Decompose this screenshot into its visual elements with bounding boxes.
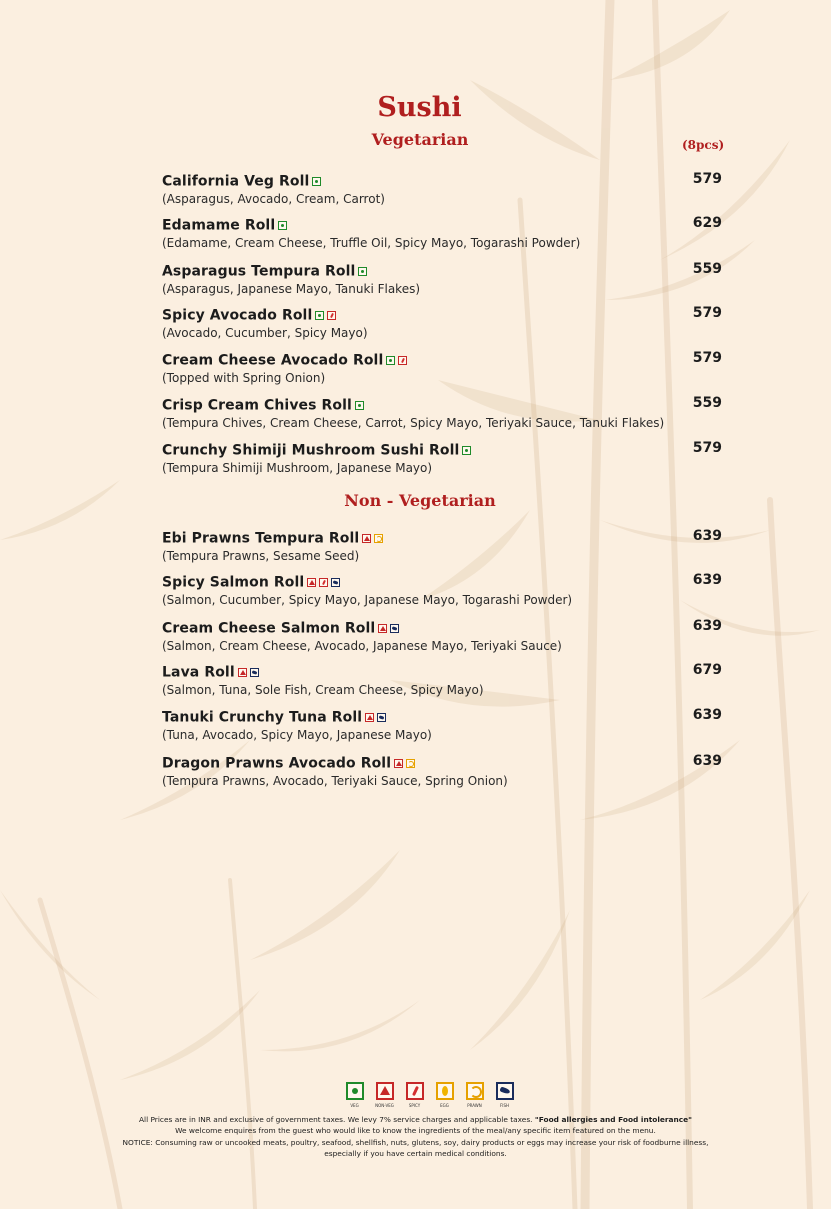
fish-icon — [496, 1082, 514, 1100]
menu-item — [162, 350, 722, 385]
menu-item — [162, 753, 722, 788]
legend-label: PRAWN — [467, 1103, 482, 1108]
menu-item-price: 579 — [692, 440, 722, 456]
menu-item-description: (Asparagus, Japanese Mayo, Tanuki Flakes) — [162, 282, 421, 296]
footer-line-2: We welcome enquires from the guest who would like to know the ingredients of the meal/any specific item featured on the menu. — [175, 1126, 656, 1136]
menu-item-price: 579 — [692, 305, 722, 321]
veg-icon — [386, 356, 395, 365]
fish-icon — [390, 624, 399, 633]
menu-item-description: (Tempura Prawns, Sesame Seed) — [162, 549, 360, 563]
menu-item-description: (Salmon, Cucumber, Spicy Mayo, Japanese Mayo, Togarashi Powder) — [162, 593, 573, 607]
prawn-icon — [374, 534, 383, 543]
footer-line-3: NOTICE: Consuming raw or uncooked meats, poultry, seafood, shellfish, nuts, glutens, soy, dairy products or eggs may increase your risk of foodburne illness, — [122, 1137, 709, 1147]
veg-icon — [315, 311, 324, 320]
menu-item — [162, 171, 722, 206]
menu-item-name: Spicy Avocado Roll — [162, 307, 313, 324]
legend-item-fish — [495, 1082, 514, 1108]
menu-item-name: Asparagus Tempura Roll — [162, 263, 356, 280]
menu-item-description: (Tempura Chives, Cream Cheese, Carrot, Spicy Mayo, Teriyaki Sauce, Tanuki Flakes) — [162, 416, 665, 430]
menu-item-price: 639 — [692, 528, 722, 544]
spicy-icon — [327, 311, 336, 320]
veg-icon — [278, 221, 287, 230]
portion-label: (8pcs) — [682, 138, 725, 152]
menu-item-header — [162, 618, 722, 638]
menu-item-description: (Salmon, Cream Cheese, Avocado, Japanese Mayo, Teriyaki Sauce) — [162, 639, 562, 653]
legend-label: FISH — [499, 1103, 510, 1108]
veg-icon — [346, 1082, 364, 1100]
menu-item-price: 639 — [692, 618, 722, 634]
menu-item-price: 679 — [692, 662, 722, 678]
menu-item-header — [162, 753, 722, 773]
menu-item-name: Ebi Prawns Tempura Roll — [162, 530, 360, 547]
nonveg-icon — [238, 668, 247, 677]
menu-item-description: (Tempura Shimiji Mushroom, Japanese Mayo) — [162, 461, 433, 475]
footer-line-1-bold: "Food allergies and Food intolerance" — [534, 1115, 693, 1124]
menu-item-name: Crisp Cream Chives Roll — [162, 397, 352, 414]
menu-item-name: California Veg Roll — [162, 173, 310, 190]
nonveg-icon — [378, 624, 387, 633]
dietary-legend — [345, 1082, 525, 1108]
footer-notice — [60, 1114, 771, 1160]
menu-item-name: Lava Roll — [162, 664, 235, 681]
legend-item-prawn — [465, 1082, 484, 1108]
menu-item-header — [162, 440, 722, 460]
menu-item-description: (Topped with Spring Onion) — [162, 371, 326, 385]
fish-icon — [331, 578, 340, 587]
menu-item-price: 639 — [692, 753, 722, 769]
spicy-icon — [319, 578, 328, 587]
menu-item — [162, 572, 722, 607]
page-title: Sushi — [377, 92, 462, 123]
section-title-vegetarian: Vegetarian — [371, 130, 469, 149]
veg-icon — [462, 446, 471, 455]
menu-item — [162, 618, 722, 653]
menu-item — [162, 395, 722, 430]
legend-item-spicy — [405, 1082, 424, 1108]
menu-item-name: Cream Cheese Salmon Roll — [162, 620, 376, 637]
spicy-icon — [398, 356, 407, 365]
menu-item — [162, 707, 722, 742]
menu-item — [162, 440, 722, 475]
spicy-icon — [406, 1082, 424, 1100]
legend-item-nonveg — [375, 1082, 394, 1108]
menu-item-header — [162, 215, 722, 235]
menu-item-name: Spicy Salmon Roll — [162, 574, 305, 591]
menu-item-price: 629 — [692, 215, 722, 231]
menu-item-header — [162, 662, 722, 682]
nonveg-icon — [307, 578, 316, 587]
menu-item-header — [162, 261, 722, 281]
menu-item-price: 639 — [692, 707, 722, 723]
nonveg-icon — [362, 534, 371, 543]
footer-line-1-text: All Prices are in INR and exclusive of government taxes. We levy 7% service charges and applicable taxes. — [138, 1115, 533, 1124]
veg-icon — [312, 177, 321, 186]
menu-item — [162, 305, 722, 340]
menu-item-name: Tanuki Crunchy Tuna Roll — [162, 709, 363, 726]
legend-item-egg — [435, 1082, 454, 1108]
legend-label: NON-VEG — [375, 1103, 394, 1108]
menu-item — [162, 662, 722, 697]
egg-icon — [436, 1082, 454, 1100]
menu-item — [162, 528, 722, 563]
menu-item-description: (Avocado, Cucumber, Spicy Mayo) — [162, 326, 368, 340]
nonveg-icon — [365, 713, 374, 722]
menu-item — [162, 215, 722, 250]
menu-item-header — [162, 707, 722, 727]
footer-line-4: especially if you have certain medical conditions. — [324, 1149, 507, 1159]
menu-item-header — [162, 171, 722, 191]
menu-item-price: 639 — [692, 572, 722, 588]
menu-item — [162, 261, 722, 296]
nonveg-icon — [394, 759, 403, 768]
legend-label: EGG — [440, 1103, 449, 1108]
menu-item-header — [162, 305, 722, 325]
menu-item-description: (Edamame, Cream Cheese, Truffle Oil, Spicy Mayo, Togarashi Powder) — [162, 236, 581, 250]
menu-item-name: Edamame Roll — [162, 217, 276, 234]
menu-item-name: Dragon Prawns Avocado Roll — [162, 755, 392, 772]
menu-item-name: Cream Cheese Avocado Roll — [162, 352, 384, 369]
footer-line-1 — [60, 1114, 771, 1125]
prawn-icon — [406, 759, 415, 768]
menu-item-description: (Tuna, Avocado, Spicy Mayo, Japanese Mayo) — [162, 728, 432, 742]
menu-item-header — [162, 572, 722, 592]
menu-item-price: 579 — [692, 171, 722, 187]
menu-item-header — [162, 350, 722, 370]
menu-item-name: Crunchy Shimiji Mushroom Sushi Roll — [162, 442, 460, 459]
prawn-icon — [466, 1082, 484, 1100]
menu-item-header — [162, 528, 722, 548]
veg-icon — [355, 401, 364, 410]
fish-icon — [250, 668, 259, 677]
menu-item-description: (Tempura Prawns, Avocado, Teriyaki Sauce, Spring Onion) — [162, 774, 508, 788]
menu-item-price: 559 — [692, 395, 722, 411]
legend-label: VEG — [350, 1103, 359, 1108]
legend-item-veg — [345, 1082, 364, 1108]
menu-item-price: 559 — [692, 261, 722, 277]
menu-item-price: 579 — [692, 350, 722, 366]
section-title-non-vegetarian: Non - Vegetarian — [344, 491, 496, 510]
menu-item-description: (Asparagus, Avocado, Cream, Carrot) — [162, 192, 385, 206]
menu-item-description: (Salmon, Tuna, Sole Fish, Cream Cheese, Spicy Mayo) — [162, 683, 484, 697]
legend-label: SPICY — [408, 1103, 421, 1108]
veg-icon — [358, 267, 367, 276]
menu-item-header — [162, 395, 722, 415]
nonveg-icon — [376, 1082, 394, 1100]
fish-icon — [377, 713, 386, 722]
